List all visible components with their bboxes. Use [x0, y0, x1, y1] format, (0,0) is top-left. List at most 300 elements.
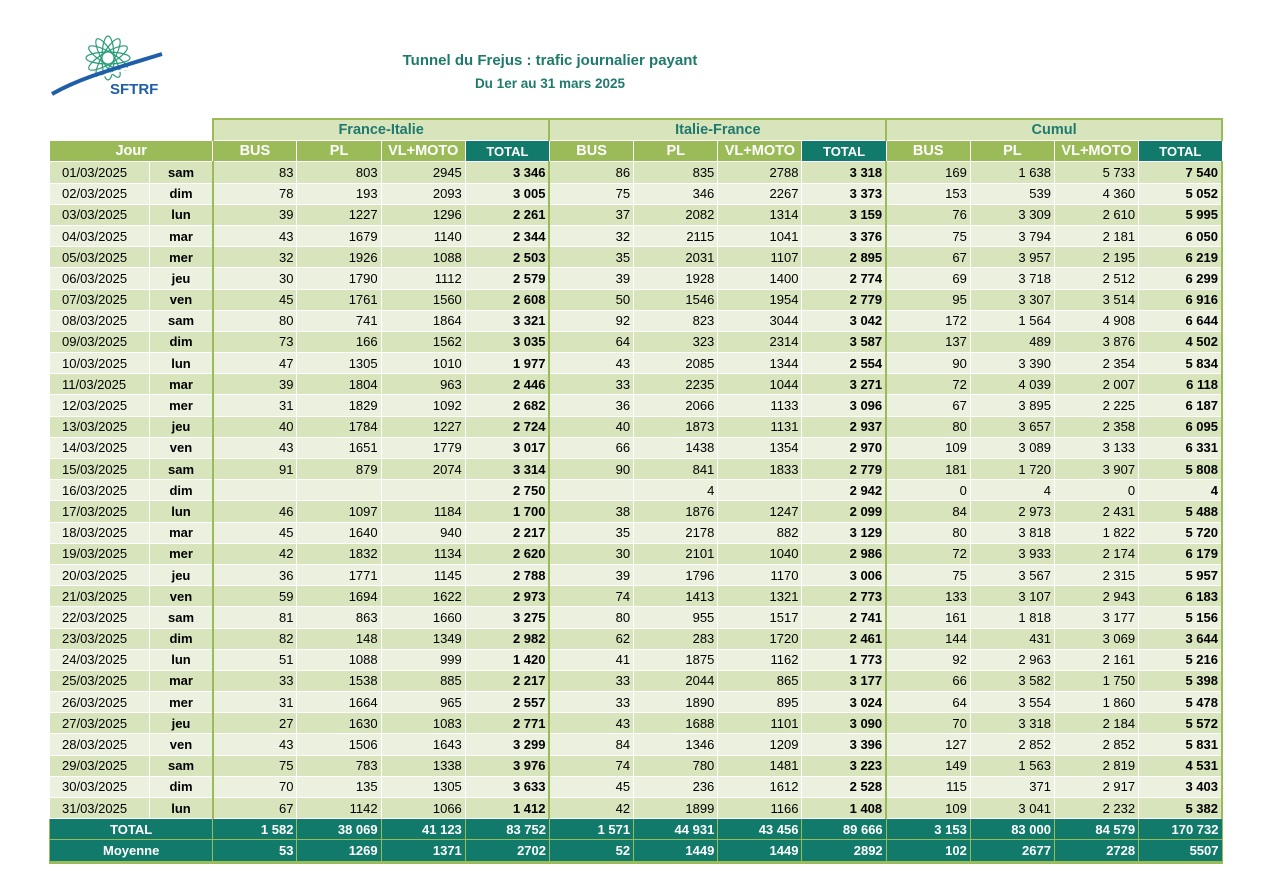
table-row — [50, 331, 1223, 352]
group-france-italie: France-Italie — [213, 119, 550, 141]
cell-cumul-total: 6 644 — [1139, 310, 1222, 331]
cell-fi-pl: 1097 — [297, 501, 381, 522]
cell-fi-total: 2 557 — [465, 692, 549, 713]
col-vl-moto: VL+MOTO — [718, 141, 802, 162]
cell-date: 24/03/2025 — [50, 649, 150, 670]
cell-fi-vl-moto: 2093 — [381, 183, 465, 204]
table-row — [50, 713, 1223, 734]
cell-if-bus: 33 — [549, 374, 633, 395]
cell-fi-total: 3 299 — [465, 734, 549, 755]
cell-fi-pl: 1790 — [297, 268, 381, 289]
cell-cumul-pl: 1 563 — [970, 755, 1054, 776]
col-bus: BUS — [886, 141, 970, 162]
cell-if-vl-moto: 1041 — [718, 225, 802, 246]
cell-fi-vl-moto: 1562 — [381, 331, 465, 352]
cell-cumul-bus: 84 — [886, 501, 970, 522]
cell-if-pl: 2101 — [634, 543, 718, 564]
cell-cumul-bus: 80 — [886, 416, 970, 437]
cell-if-total: 3 159 — [802, 204, 886, 225]
page-subtitle: Du 1er au 31 mars 2025 — [474, 76, 626, 91]
cell-fi-bus: 45 — [213, 522, 297, 543]
cell-fi-total: 3 017 — [465, 437, 549, 458]
cell-fi-pl: 1506 — [297, 734, 381, 755]
cell-date: 01/03/2025 — [50, 162, 150, 183]
cell-cumul-total: 5 216 — [1139, 649, 1222, 670]
table-row — [50, 225, 1223, 246]
cell-cumul-vl-moto: 5 733 — [1054, 162, 1138, 183]
cell-if-vl-moto: 1133 — [718, 395, 802, 416]
cell-day: mar — [150, 670, 213, 691]
cell-fi-total: 2 579 — [465, 268, 549, 289]
cell-fi-pl: 1694 — [297, 586, 381, 607]
cell-cumul-bus: 169 — [886, 162, 970, 183]
cell-day: mer — [150, 543, 213, 564]
cell-fi-bus: 75 — [213, 755, 297, 776]
cell-if-pl: 1796 — [634, 564, 718, 585]
cell-fi-vl-moto: 1296 — [381, 204, 465, 225]
cell-fi-bus: 43 — [213, 225, 297, 246]
table-row — [50, 607, 1223, 628]
average-cell-fi-total: 2702 — [465, 840, 549, 862]
cell-if-pl: 1438 — [634, 437, 718, 458]
cell-fi-vl-moto: 963 — [381, 374, 465, 395]
cell-cumul-pl: 431 — [970, 628, 1054, 649]
cell-if-pl: 1875 — [634, 649, 718, 670]
cell-fi-total: 2 261 — [465, 204, 549, 225]
cell-date: 03/03/2025 — [50, 204, 150, 225]
cell-if-bus: 35 — [549, 247, 633, 268]
cell-fi-total: 1 700 — [465, 501, 549, 522]
cell-cumul-vl-moto: 2 181 — [1054, 225, 1138, 246]
cell-day: mer — [150, 247, 213, 268]
average-cell-if-bus: 52 — [549, 840, 633, 862]
cell-if-bus: 50 — [549, 289, 633, 310]
cell-cumul-pl: 3 718 — [970, 268, 1054, 289]
average-cell-if-total: 2892 — [802, 840, 886, 862]
cell-fi-vl-moto: 1560 — [381, 289, 465, 310]
cell-if-vl-moto: 1400 — [718, 268, 802, 289]
table-row — [50, 501, 1223, 522]
cell-fi-bus: 45 — [213, 289, 297, 310]
cell-cumul-pl: 3 818 — [970, 522, 1054, 543]
cell-fi-total: 2 217 — [465, 522, 549, 543]
cell-fi-vl-moto: 1145 — [381, 564, 465, 585]
cell-if-vl-moto: 1344 — [718, 353, 802, 374]
cell-cumul-vl-moto: 1 822 — [1054, 522, 1138, 543]
cell-cumul-bus: 137 — [886, 331, 970, 352]
cell-if-vl-moto: 1162 — [718, 649, 802, 670]
cell-cumul-total: 6 331 — [1139, 437, 1222, 458]
total-cell-if-bus: 1 571 — [549, 819, 633, 840]
cell-cumul-vl-moto: 2 917 — [1054, 776, 1138, 797]
cell-if-pl: 835 — [634, 162, 718, 183]
cell-fi-total: 3 346 — [465, 162, 549, 183]
cell-if-pl: 346 — [634, 183, 718, 204]
cell-day: dim — [150, 183, 213, 204]
cell-cumul-bus: 0 — [886, 480, 970, 501]
cell-if-total: 2 986 — [802, 543, 886, 564]
cell-cumul-total: 5 720 — [1139, 522, 1222, 543]
cell-fi-vl-moto: 1184 — [381, 501, 465, 522]
cell-fi-bus: 43 — [213, 734, 297, 755]
total-cell-cumul-total: 170 732 — [1139, 819, 1222, 840]
cell-if-vl-moto: 1209 — [718, 734, 802, 755]
cell-if-bus: 62 — [549, 628, 633, 649]
cell-if-pl: 2115 — [634, 225, 718, 246]
cell-if-vl-moto: 1517 — [718, 607, 802, 628]
cell-cumul-pl: 1 720 — [970, 459, 1054, 480]
cell-cumul-vl-moto: 2 195 — [1054, 247, 1138, 268]
cell-if-total: 3 006 — [802, 564, 886, 585]
cell-fi-bus: 31 — [213, 692, 297, 713]
table-row — [50, 522, 1223, 543]
cell-fi-total: 2 344 — [465, 225, 549, 246]
cell-if-vl-moto: 1321 — [718, 586, 802, 607]
cell-cumul-vl-moto: 2 852 — [1054, 734, 1138, 755]
cell-cumul-bus: 172 — [886, 310, 970, 331]
cell-cumul-bus: 75 — [886, 225, 970, 246]
cell-cumul-pl: 3 794 — [970, 225, 1054, 246]
cell-fi-bus: 82 — [213, 628, 297, 649]
cell-fi-pl: 1640 — [297, 522, 381, 543]
total-cell-fi-pl: 38 069 — [297, 819, 381, 840]
cell-fi-pl: 148 — [297, 628, 381, 649]
cell-if-total: 2 779 — [802, 459, 886, 480]
cell-date: 28/03/2025 — [50, 734, 150, 755]
cell-fi-vl-moto: 965 — [381, 692, 465, 713]
cell-if-bus: 36 — [549, 395, 633, 416]
cell-cumul-total: 6 179 — [1139, 543, 1222, 564]
cell-if-vl-moto — [718, 480, 802, 501]
cell-cumul-bus: 66 — [886, 670, 970, 691]
cell-if-vl-moto: 1612 — [718, 776, 802, 797]
cell-fi-vl-moto: 1864 — [381, 310, 465, 331]
col-bus: BUS — [549, 141, 633, 162]
cell-if-pl: 841 — [634, 459, 718, 480]
cell-cumul-bus: 67 — [886, 247, 970, 268]
cell-cumul-bus: 70 — [886, 713, 970, 734]
cell-if-total: 3 373 — [802, 183, 886, 204]
table-row — [50, 628, 1223, 649]
cell-fi-total: 3 005 — [465, 183, 549, 204]
cell-fi-pl — [297, 480, 381, 501]
cell-date: 15/03/2025 — [50, 459, 150, 480]
cell-fi-pl: 1538 — [297, 670, 381, 691]
cell-if-total: 1 773 — [802, 649, 886, 670]
table-row — [50, 268, 1223, 289]
cell-cumul-vl-moto: 2 161 — [1054, 649, 1138, 670]
column-header-row — [50, 141, 1223, 162]
cell-if-pl: 2044 — [634, 670, 718, 691]
cell-if-pl: 4 — [634, 480, 718, 501]
cell-if-bus: 75 — [549, 183, 633, 204]
cell-if-vl-moto: 1040 — [718, 543, 802, 564]
cell-cumul-vl-moto: 3 177 — [1054, 607, 1138, 628]
cell-date: 29/03/2025 — [50, 755, 150, 776]
cell-if-pl: 1890 — [634, 692, 718, 713]
cell-fi-vl-moto: 1112 — [381, 268, 465, 289]
cell-cumul-total: 5 052 — [1139, 183, 1222, 204]
cell-fi-vl-moto: 2074 — [381, 459, 465, 480]
cell-cumul-bus: 109 — [886, 437, 970, 458]
cell-date: 21/03/2025 — [50, 586, 150, 607]
cell-cumul-vl-moto: 1 750 — [1054, 670, 1138, 691]
cell-fi-vl-moto: 885 — [381, 670, 465, 691]
average-cell-if-vl-moto: 1449 — [718, 840, 802, 862]
cell-fi-pl: 1142 — [297, 798, 381, 819]
cell-cumul-vl-moto: 2 610 — [1054, 204, 1138, 225]
cell-cumul-pl: 3 582 — [970, 670, 1054, 691]
cell-if-vl-moto: 1314 — [718, 204, 802, 225]
col-pl: PL — [297, 141, 381, 162]
cell-cumul-bus: 95 — [886, 289, 970, 310]
table-row — [50, 310, 1223, 331]
cell-cumul-pl: 4 039 — [970, 374, 1054, 395]
cell-cumul-bus: 64 — [886, 692, 970, 713]
group-cumul: Cumul — [886, 119, 1222, 141]
cell-fi-bus: 78 — [213, 183, 297, 204]
cell-if-total: 3 129 — [802, 522, 886, 543]
cell-if-total: 1 408 — [802, 798, 886, 819]
cell-fi-pl: 1926 — [297, 247, 381, 268]
cell-fi-bus: 36 — [213, 564, 297, 585]
cell-date: 31/03/2025 — [50, 798, 150, 819]
cell-cumul-bus: 115 — [886, 776, 970, 797]
cell-day: mer — [150, 692, 213, 713]
cell-if-total: 2 970 — [802, 437, 886, 458]
cell-cumul-pl: 3 390 — [970, 353, 1054, 374]
traffic-table — [49, 118, 1223, 864]
total-cell-cumul-pl: 83 000 — [970, 819, 1054, 840]
cell-cumul-pl: 3 089 — [970, 437, 1054, 458]
table-body — [50, 162, 1223, 819]
cell-if-pl: 2235 — [634, 374, 718, 395]
cell-fi-vl-moto: 1066 — [381, 798, 465, 819]
total-cell-fi-total: 83 752 — [465, 819, 549, 840]
cell-if-vl-moto: 1101 — [718, 713, 802, 734]
cell-day: sam — [150, 162, 213, 183]
cell-if-pl: 1346 — [634, 734, 718, 755]
cell-fi-pl: 1804 — [297, 374, 381, 395]
table-row — [50, 416, 1223, 437]
cell-if-vl-moto: 1481 — [718, 755, 802, 776]
cell-cumul-total: 5 831 — [1139, 734, 1222, 755]
cell-fi-bus: 67 — [213, 798, 297, 819]
table-row — [50, 564, 1223, 585]
table-row — [50, 649, 1223, 670]
cell-fi-bus: 73 — [213, 331, 297, 352]
cell-day: ven — [150, 734, 213, 755]
cell-fi-vl-moto: 1088 — [381, 247, 465, 268]
cell-if-bus: 32 — [549, 225, 633, 246]
cell-fi-total: 2 620 — [465, 543, 549, 564]
cell-fi-pl: 879 — [297, 459, 381, 480]
cell-cumul-pl: 3 554 — [970, 692, 1054, 713]
cell-cumul-bus: 149 — [886, 755, 970, 776]
cell-if-pl: 1873 — [634, 416, 718, 437]
cell-fi-pl: 1679 — [297, 225, 381, 246]
cell-cumul-bus: 127 — [886, 734, 970, 755]
cell-fi-vl-moto: 1227 — [381, 416, 465, 437]
average-cell-fi-bus: 53 — [213, 840, 297, 862]
cell-date: 19/03/2025 — [50, 543, 150, 564]
cell-cumul-vl-moto: 2 225 — [1054, 395, 1138, 416]
cell-fi-total: 2 982 — [465, 628, 549, 649]
cell-cumul-vl-moto: 2 174 — [1054, 543, 1138, 564]
cell-if-bus: 45 — [549, 776, 633, 797]
cell-fi-pl: 166 — [297, 331, 381, 352]
cell-cumul-pl: 2 973 — [970, 501, 1054, 522]
cell-day: ven — [150, 437, 213, 458]
average-cell-fi-pl: 1269 — [297, 840, 381, 862]
cell-fi-bus: 32 — [213, 247, 297, 268]
cell-if-vl-moto: 1131 — [718, 416, 802, 437]
cell-fi-bus: 39 — [213, 204, 297, 225]
cell-cumul-bus: 109 — [886, 798, 970, 819]
cell-cumul-pl: 3 657 — [970, 416, 1054, 437]
cell-if-vl-moto: 1170 — [718, 564, 802, 585]
cell-cumul-bus: 76 — [886, 204, 970, 225]
cell-cumul-vl-moto: 3 876 — [1054, 331, 1138, 352]
cell-cumul-bus: 75 — [886, 564, 970, 585]
cell-fi-total: 2 503 — [465, 247, 549, 268]
table-row — [50, 776, 1223, 797]
cell-fi-total: 1 420 — [465, 649, 549, 670]
cell-fi-total: 1 412 — [465, 798, 549, 819]
cell-cumul-total: 5 156 — [1139, 607, 1222, 628]
cell-fi-vl-moto: 1779 — [381, 437, 465, 458]
cell-day: jeu — [150, 416, 213, 437]
cell-fi-vl-moto: 1305 — [381, 776, 465, 797]
cell-if-bus: 64 — [549, 331, 633, 352]
cell-fi-pl: 863 — [297, 607, 381, 628]
cell-if-vl-moto: 1107 — [718, 247, 802, 268]
cell-if-pl: 1413 — [634, 586, 718, 607]
cell-cumul-vl-moto: 2 007 — [1054, 374, 1138, 395]
cell-fi-bus: 43 — [213, 437, 297, 458]
cell-fi-vl-moto: 2945 — [381, 162, 465, 183]
total-cell-fi-bus: 1 582 — [213, 819, 297, 840]
cell-cumul-total: 6 916 — [1139, 289, 1222, 310]
cell-day: jeu — [150, 564, 213, 585]
cell-if-bus: 41 — [549, 649, 633, 670]
cell-date: 13/03/2025 — [50, 416, 150, 437]
cell-cumul-bus: 153 — [886, 183, 970, 204]
cell-fi-pl: 1664 — [297, 692, 381, 713]
cell-if-total: 3 042 — [802, 310, 886, 331]
cell-cumul-vl-moto: 2 819 — [1054, 755, 1138, 776]
cell-fi-total: 2 771 — [465, 713, 549, 734]
cell-if-total: 2 774 — [802, 268, 886, 289]
cell-cumul-vl-moto: 2 431 — [1054, 501, 1138, 522]
cell-if-total: 2 461 — [802, 628, 886, 649]
cell-if-pl: 1899 — [634, 798, 718, 819]
cell-cumul-total: 5 382 — [1139, 798, 1222, 819]
cell-fi-pl: 1088 — [297, 649, 381, 670]
cell-if-pl: 323 — [634, 331, 718, 352]
cell-fi-vl-moto: 1338 — [381, 755, 465, 776]
col-total: TOTAL — [465, 141, 549, 162]
cell-cumul-vl-moto: 2 232 — [1054, 798, 1138, 819]
cell-if-bus: 86 — [549, 162, 633, 183]
cell-cumul-total: 3 644 — [1139, 628, 1222, 649]
cell-date: 07/03/2025 — [50, 289, 150, 310]
cell-cumul-pl: 3 933 — [970, 543, 1054, 564]
cell-fi-bus: 42 — [213, 543, 297, 564]
average-cell-cumul-bus: 102 — [886, 840, 970, 862]
cell-cumul-pl: 2 852 — [970, 734, 1054, 755]
cell-fi-total: 2 788 — [465, 564, 549, 585]
cell-day: mer — [150, 395, 213, 416]
cell-if-pl: 283 — [634, 628, 718, 649]
cell-cumul-pl: 1 818 — [970, 607, 1054, 628]
logo-text: SFTRF — [110, 81, 159, 98]
cell-cumul-total: 6 187 — [1139, 395, 1222, 416]
cell-cumul-pl: 3 107 — [970, 586, 1054, 607]
cell-fi-pl: 741 — [297, 310, 381, 331]
cell-fi-vl-moto: 1083 — [381, 713, 465, 734]
cell-if-bus: 43 — [549, 353, 633, 374]
cell-day: dim — [150, 331, 213, 352]
table-row — [50, 395, 1223, 416]
cell-if-pl: 2031 — [634, 247, 718, 268]
cell-fi-total: 3 633 — [465, 776, 549, 797]
cell-cumul-vl-moto: 3 907 — [1054, 459, 1138, 480]
cell-fi-vl-moto: 1660 — [381, 607, 465, 628]
cell-if-pl: 823 — [634, 310, 718, 331]
cell-fi-bus: 81 — [213, 607, 297, 628]
cell-fi-total: 3 321 — [465, 310, 549, 331]
cell-if-total: 3 396 — [802, 734, 886, 755]
cell-if-pl: 780 — [634, 755, 718, 776]
cell-fi-pl: 1227 — [297, 204, 381, 225]
cell-cumul-total: 7 540 — [1139, 162, 1222, 183]
cell-date: 02/03/2025 — [50, 183, 150, 204]
cell-if-bus: 74 — [549, 586, 633, 607]
cell-cumul-total: 6 118 — [1139, 374, 1222, 395]
total-cell-cumul-vl-moto: 84 579 — [1054, 819, 1138, 840]
cell-fi-bus: 40 — [213, 416, 297, 437]
cell-fi-total: 2 750 — [465, 480, 549, 501]
cell-cumul-bus: 72 — [886, 543, 970, 564]
col-bus: BUS — [213, 141, 297, 162]
cell-if-total: 3 096 — [802, 395, 886, 416]
cell-if-vl-moto: 1720 — [718, 628, 802, 649]
group-italie-france: Italie-France — [549, 119, 886, 141]
cell-date: 05/03/2025 — [50, 247, 150, 268]
cell-cumul-vl-moto: 2 512 — [1054, 268, 1138, 289]
table-row — [50, 734, 1223, 755]
cell-if-total: 2 895 — [802, 247, 886, 268]
cell-cumul-total: 6 050 — [1139, 225, 1222, 246]
cell-date: 17/03/2025 — [50, 501, 150, 522]
total-cell-if-pl: 44 931 — [634, 819, 718, 840]
col-vl-moto: VL+MOTO — [381, 141, 465, 162]
col-vl-moto: VL+MOTO — [1054, 141, 1138, 162]
cell-day: lun — [150, 649, 213, 670]
total-label: TOTAL — [50, 819, 213, 840]
cell-if-pl: 1876 — [634, 501, 718, 522]
cell-if-vl-moto: 1954 — [718, 289, 802, 310]
cell-if-bus: 40 — [549, 416, 633, 437]
cell-fi-total: 2 446 — [465, 374, 549, 395]
cell-if-vl-moto: 1354 — [718, 437, 802, 458]
cell-cumul-vl-moto: 2 354 — [1054, 353, 1138, 374]
cell-if-pl: 1688 — [634, 713, 718, 734]
cell-fi-total: 1 977 — [465, 353, 549, 374]
total-cell-cumul-bus: 3 153 — [886, 819, 970, 840]
cell-cumul-bus: 69 — [886, 268, 970, 289]
